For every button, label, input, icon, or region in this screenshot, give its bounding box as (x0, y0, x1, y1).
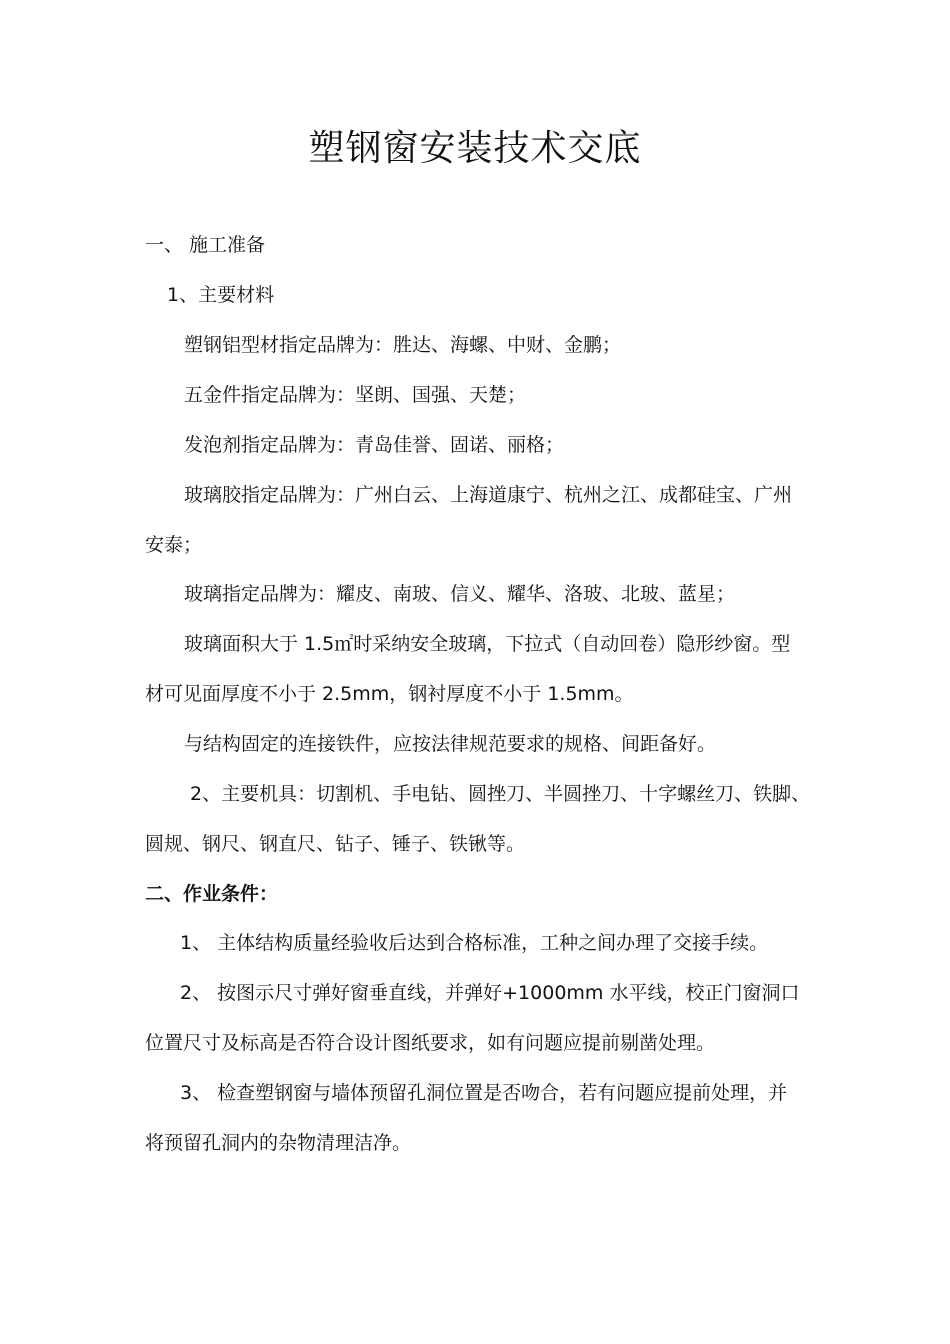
glass-brands-line: 玻璃指定品牌为：耀皮、南玻、信义、耀华、洛玻、北玻、蓝星； (184, 583, 736, 605)
hardware-brands-line: 五金件指定品牌为：坚朗、国强、天楚； (184, 384, 527, 406)
tools-line-1: 2、主要机具：切割机、手电钻、圆挫刀、半圆挫刀、十字螺丝刀、铁脚、 (190, 783, 811, 805)
condition-item-3-line-2: 将预留孔洞内的杂物清理洁净。 (145, 1132, 412, 1154)
condition-item-1: 1、 主体结构质量经验收后达到合格标准，工种之间办理了交接手续。 (180, 932, 769, 954)
document-title: 塑钢窗安装技术交底 (308, 128, 642, 169)
profile-brands-line: 塑钢铝型材指定品牌为：胜达、海螺、中财、金鹏； (184, 334, 622, 356)
condition-item-2-line-1: 2、 按图示尺寸弹好窗垂直线，并弹好+1000mm 水平线，校正门窗洞口 (180, 982, 800, 1004)
tools-line-2: 圆规、钢尺、钢直尺、钻子、锤子、铁锹等。 (145, 833, 526, 855)
glass-spec-line-1: 玻璃面积大于 1.5㎡时采纳安全玻璃，下拉式（自动回卷）隐形纱窗。型 (184, 633, 791, 655)
glue-brands-line-2: 安泰； (145, 534, 203, 556)
condition-item-3-line-1: 3、 检查塑钢窗与墙体预留孔洞位置是否吻合，若有问题应提前处理，并 (180, 1082, 788, 1104)
section2-heading: 二、作业条件： (145, 883, 279, 905)
section1-heading: 一、 施工准备 (145, 234, 266, 256)
glass-spec-line-2: 材可见面厚度不小于 2.5mm，钢衬厚度不小于 1.5mm。 (145, 683, 634, 705)
glue-brands-line-1: 玻璃胶指定品牌为：广州白云、上海道康宁、杭州之江、成都硅宝、广州 (184, 484, 793, 506)
materials-subheading: 1、主要材料 (167, 284, 275, 306)
foam-brands-line: 发泡剂指定品牌为：青岛佳誉、固诺、丽格； (184, 434, 565, 456)
connector-note-line: 与结构固定的连接铁件，应按法律规范要求的规格、间距备好。 (184, 733, 717, 755)
condition-item-2-line-2: 位置尺寸及标高是否符合设计图纸要求，如有问题应提前剔凿处理。 (145, 1032, 716, 1054)
